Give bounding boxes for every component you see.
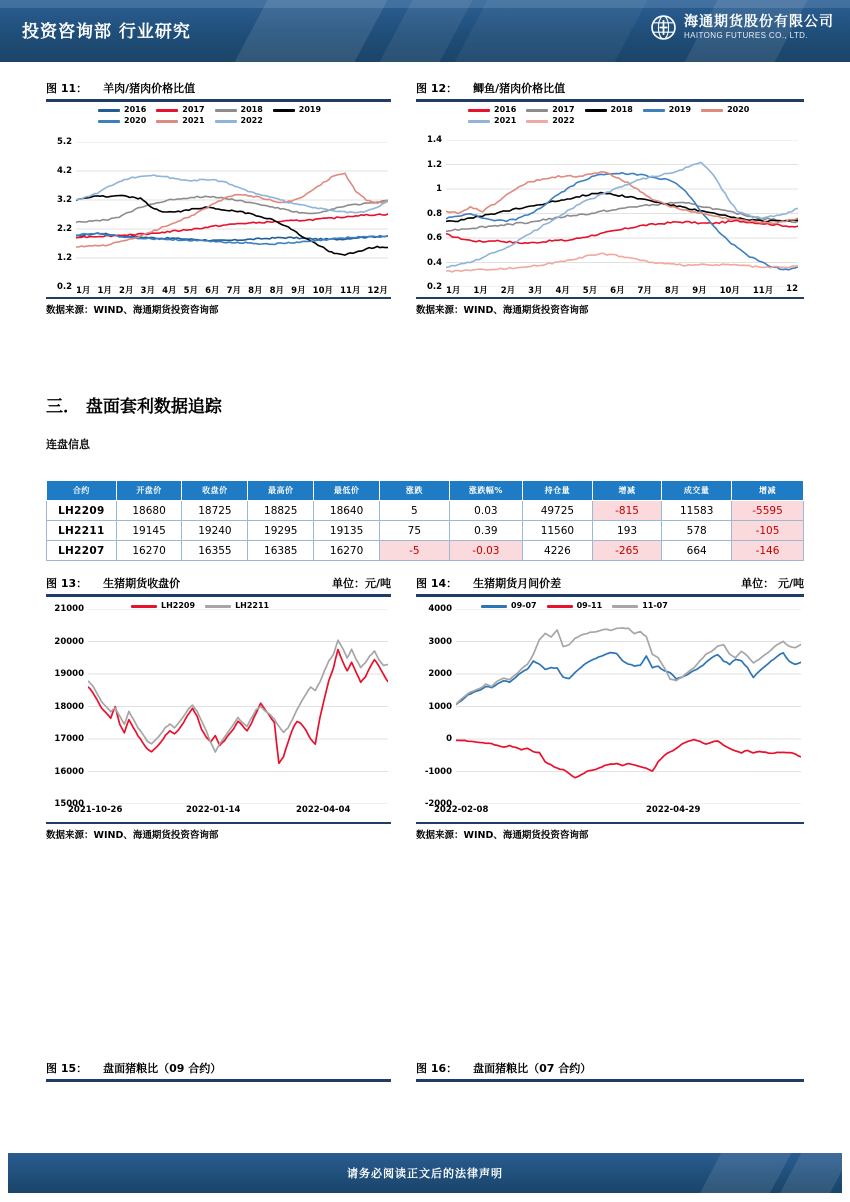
page-header (0, 0, 850, 62)
table-header-row (47, 481, 804, 501)
legend-swatch-icon (585, 109, 607, 112)
table-cell: 11560 (523, 521, 593, 541)
legend-label: LH2209 (161, 601, 196, 610)
legend-item-2017 (156, 106, 204, 114)
y-axis-tick: 17000 (54, 734, 84, 744)
legend-item-2022 (526, 117, 574, 125)
legend-label: 2019 (298, 105, 322, 114)
y-axis-tick: 0.6 (426, 233, 442, 243)
x-axis-tick: 1月 (473, 286, 488, 296)
chart-svg (446, 140, 798, 287)
table-cell: -5595 (732, 501, 804, 521)
chart-svg (76, 142, 388, 287)
figure-14-caption (416, 575, 804, 594)
contract-table-wrapper (46, 480, 804, 561)
figure-11-number: 图 11： (46, 82, 88, 95)
legend-item-2020 (98, 117, 146, 125)
series-line-2018 (446, 193, 798, 222)
legend-swatch-icon (205, 605, 231, 608)
legend-swatch-icon (643, 109, 665, 112)
figure-14-chart (416, 597, 804, 822)
table-cell: 18825 (248, 501, 314, 521)
figure-14-source: 数据来源：WIND、海通期货投资咨询部 (416, 830, 589, 841)
figure-13-number: 图 13： (46, 577, 88, 590)
legend-swatch-icon (215, 109, 237, 112)
table-cell: 19135 (314, 521, 380, 541)
figure-14-plot-area (456, 609, 801, 804)
legend-item-2018 (215, 106, 263, 114)
figure-13-caption (46, 575, 391, 594)
y-axis-tick: 0.2 (56, 282, 72, 292)
figure-11-chart (46, 102, 391, 297)
figure-15-caption (46, 1060, 391, 1079)
table-cell: 5 (380, 501, 450, 521)
table-cell: LH2207 (47, 541, 117, 561)
table-cell: -5 (380, 541, 450, 561)
y-axis-tick: 1000 (428, 701, 452, 712)
legend-label: LH2211 (235, 601, 270, 610)
y-axis-tick: 2000 (428, 669, 452, 679)
section-title: 三． 盘面套利数据追踪 (46, 397, 222, 417)
x-axis-tick: 3月 (140, 286, 155, 296)
table-cell: 11583 (662, 501, 732, 521)
legend-swatch-icon (98, 120, 120, 123)
x-axis-tick: 4月 (555, 286, 570, 296)
x-axis-tick: 9月 (291, 286, 306, 296)
y-axis-tick: 20000 (54, 636, 84, 647)
legend-swatch-icon (481, 605, 507, 608)
table-cell: 75 (380, 521, 450, 541)
legend-item-2016 (468, 106, 516, 114)
legend-item-2016 (98, 106, 146, 114)
figure-13-chart (46, 597, 391, 822)
y-axis-tick: 15000 (54, 799, 84, 809)
chart-svg (456, 609, 801, 804)
table-row (47, 541, 804, 561)
figure-14-title: 生猪期货月间价差 (473, 577, 562, 590)
x-axis-tick: 1月 (76, 286, 91, 296)
y-axis-tick: 4000 (428, 604, 452, 614)
table-row (47, 501, 804, 521)
legend-swatch-icon (612, 605, 638, 608)
series-line-11-07 (456, 628, 801, 704)
x-axis-tick: 2021-10-26 (68, 805, 123, 815)
table-cell: -265 (592, 541, 662, 561)
header-title: 投资咨询部 行业研究 (22, 22, 191, 42)
figure-16-number: 图 16： (416, 1062, 458, 1075)
x-axis-tick: 10月 (719, 286, 740, 296)
footer-disclaimer: 请务必阅读正文后的法律声明 (347, 1167, 503, 1180)
table-cell: -146 (732, 541, 804, 561)
y-axis-tick: -2000 (424, 799, 452, 809)
legend-label: 2021 (182, 116, 205, 125)
table-header-10: 增减 (732, 481, 804, 501)
legend-swatch-icon (526, 120, 548, 123)
table-cell: 578 (662, 521, 732, 541)
figure-14 (416, 575, 804, 841)
legend-swatch-icon (468, 120, 490, 123)
table-header-2: 收盘价 (182, 481, 248, 501)
table-cell: 49725 (523, 501, 593, 521)
legend-item-2021 (468, 117, 516, 125)
x-axis-tick: 12月 (367, 286, 388, 296)
table-cell: 0.03 (449, 501, 522, 521)
figure-15-title: 盘面猪粮比（09 合约） (103, 1062, 222, 1075)
x-axis-tick: 2月 (119, 286, 134, 296)
series-line-2016 (446, 220, 798, 243)
figure-11-plot-area (76, 142, 388, 287)
legend-swatch-icon (98, 109, 120, 112)
figure-15-number: 图 15： (46, 1062, 88, 1075)
figure-11-title: 羊肉/猪肉价格比值 (103, 82, 196, 95)
legend-item-2019 (643, 106, 691, 114)
x-axis-tick: 8月 (664, 286, 680, 296)
haitong-globe-icon (650, 14, 677, 41)
legend-label: 11-07 (642, 601, 668, 610)
table-header-6: 涨跌幅% (449, 481, 522, 501)
legend-swatch-icon (468, 109, 490, 112)
x-axis-tick: 6月 (610, 286, 625, 296)
x-axis-tick: 3月 (528, 286, 543, 296)
table-header-5: 涨跌 (380, 481, 450, 501)
table-cell: LH2209 (47, 501, 117, 521)
x-axis-tick: 1月 (97, 286, 112, 296)
x-axis-tick: 5月 (183, 286, 198, 296)
table-cell: 16385 (248, 541, 314, 561)
legend-label: 2022 (552, 116, 575, 125)
table-cell: 18640 (314, 501, 380, 521)
legend-label: 09-07 (511, 601, 537, 610)
legend-label: 2017 (182, 105, 205, 114)
y-axis-tick: 4.2 (56, 166, 72, 176)
x-axis-tick: 11月 (752, 286, 774, 296)
x-axis-tick: 4月 (162, 286, 177, 296)
figure-16 (416, 1060, 804, 1082)
figure-14-number: 图 14： (416, 577, 458, 590)
figure-13-y-axis (46, 604, 84, 809)
x-axis-tick: 2022-02-08 (434, 805, 489, 815)
x-axis-tick: 10月 (312, 286, 334, 296)
figure-16-title: 盘面猪粮比（07 合约） (473, 1062, 592, 1075)
y-axis-tick: 1 (436, 184, 442, 194)
table-cell: 16355 (182, 541, 248, 561)
figure-12-caption (416, 80, 804, 99)
table-header-7: 持仓量 (523, 481, 593, 501)
x-axis-tick: 9月 (692, 286, 707, 296)
figure-12-plot-area (446, 140, 798, 287)
figure-11-caption (46, 80, 391, 99)
x-axis-tick: 2022-01-14 (186, 805, 241, 815)
legend-swatch-icon (273, 109, 295, 112)
figure-15 (46, 1060, 391, 1082)
legend-swatch-icon (701, 109, 723, 112)
series-line-2017 (446, 202, 798, 231)
figure-15-rule (46, 1079, 391, 1082)
legend-swatch-icon (131, 605, 157, 608)
figure-13-source: 数据来源：WIND、海通期货投资咨询部 (46, 830, 219, 841)
series-line-2017 (76, 214, 388, 238)
x-axis-tick: 7月 (226, 286, 242, 296)
legend-label: 2016 (494, 105, 517, 114)
legend-item-2019 (273, 106, 321, 114)
figure-11-source: 数据来源：WIND、海通期货投资咨询部 (46, 305, 219, 316)
legend-item-2022 (215, 117, 263, 125)
figure-12-legend (468, 106, 788, 128)
table-cell: 19295 (248, 521, 314, 541)
table-header-3: 最高价 (248, 481, 314, 501)
legend-swatch-icon (215, 120, 237, 123)
x-axis-tick: 11月 (340, 286, 361, 296)
legend-swatch-icon (526, 109, 548, 112)
table-header-0: 合约 (47, 481, 117, 501)
table-header-9: 成交量 (662, 481, 732, 501)
table-cell: LH2211 (47, 521, 117, 541)
y-axis-tick: 2.2 (56, 224, 72, 234)
figure-11 (46, 80, 391, 316)
legend-label: 2020 (124, 116, 147, 125)
legend-item-2017 (526, 106, 574, 114)
table-cell: 18680 (116, 501, 182, 521)
y-axis-tick: 19000 (54, 669, 84, 679)
series-line-LH2211 (88, 640, 388, 752)
table-header-4: 最低价 (314, 481, 380, 501)
x-axis-tick: 12 (786, 284, 798, 294)
legend-label: 2020 (727, 105, 750, 114)
x-axis-tick: 1月 (446, 286, 461, 296)
figure-13 (46, 575, 391, 841)
x-axis-tick: 5月 (582, 286, 598, 296)
table-cell: -815 (592, 501, 662, 521)
y-axis-tick: 3.2 (56, 195, 72, 205)
figure-12-chart (416, 102, 804, 297)
figure-12-number: 图 12： (416, 82, 458, 95)
legend-label: 2016 (124, 105, 147, 114)
table-row (47, 521, 804, 541)
table-cell: 16270 (116, 541, 182, 561)
y-axis-tick: 3000 (428, 636, 452, 647)
y-axis-tick: 21000 (54, 604, 84, 614)
table-cell: -105 (732, 521, 804, 541)
figure-16-rule (416, 1079, 804, 1082)
figure-11-y-axis (46, 137, 72, 292)
legend-label: 2017 (552, 105, 575, 114)
table-header-8: 增减 (592, 481, 662, 501)
figure-12-title: 鲫鱼/猪肉价格比值 (473, 82, 566, 95)
table-cell: 18725 (182, 501, 248, 521)
table-cell: 0.39 (449, 521, 522, 541)
y-axis-tick: 5.2 (56, 137, 72, 147)
y-axis-tick: 0.4 (426, 257, 442, 268)
header-decor-shape (446, 0, 654, 62)
figure-16-caption (416, 1060, 804, 1079)
page-footer (0, 1145, 850, 1202)
legend-label: 2018 (610, 105, 633, 114)
table-cell: 4226 (523, 541, 593, 561)
legend-label: 2018 (240, 105, 263, 114)
table-cell: 193 (592, 521, 662, 541)
figure-12-source: 数据来源：WIND、海通期货投资咨询部 (416, 305, 589, 316)
table-header-1: 开盘价 (116, 481, 182, 501)
table-cell: 16270 (314, 541, 380, 561)
legend-item-2018 (585, 106, 633, 114)
contract-table (46, 480, 804, 561)
legend-swatch-icon (156, 109, 178, 112)
series-line-2019 (76, 195, 388, 255)
x-axis-tick: 2月 (500, 286, 516, 296)
x-axis-tick: 8月 (269, 286, 285, 296)
x-axis-tick: 8月 (248, 286, 263, 296)
table-body (47, 501, 804, 561)
y-axis-tick: 0 (446, 734, 452, 744)
logo-company-cn: 海通期货股份有限公司 (684, 13, 834, 30)
x-axis-tick: 2022-04-29 (646, 805, 701, 815)
figure-14-y-axis (416, 604, 452, 809)
section-subtitle: 连盘信息 (46, 438, 90, 451)
figure-13-title: 生猪期货收盘价 (103, 577, 181, 590)
x-axis-tick: 6月 (205, 286, 220, 296)
chart-svg (88, 609, 388, 804)
y-axis-tick: 16000 (54, 766, 84, 777)
y-axis-tick: 0.8 (426, 208, 442, 219)
figure-12 (416, 80, 804, 316)
legend-label: 2021 (494, 116, 517, 125)
y-axis-tick: 1.2 (56, 253, 72, 263)
series-line-2020 (76, 233, 388, 245)
y-axis-tick: 18000 (54, 701, 84, 712)
y-axis-tick: -1000 (424, 766, 452, 777)
figure-11-x-axis (76, 284, 388, 296)
table-cell: -0.03 (449, 541, 522, 561)
x-axis-tick: 7月 (637, 286, 652, 296)
series-line-09-11 (456, 740, 801, 778)
table-cell: 19240 (182, 521, 248, 541)
y-axis-tick: 1.2 (426, 159, 442, 170)
legend-item-2020 (701, 106, 749, 114)
legend-item-2021 (156, 117, 204, 125)
figure-12-y-axis (416, 135, 442, 292)
legend-label: 2022 (240, 116, 263, 125)
header-decor-shape (226, 0, 394, 62)
y-axis-tick: 0.2 (426, 282, 442, 292)
figure-13-plot-area (88, 609, 388, 804)
table-cell: 664 (662, 541, 732, 561)
legend-swatch-icon (547, 605, 573, 608)
footer-bar (8, 1153, 842, 1193)
figure-13-unit: 单位：元/吨 (331, 577, 391, 590)
logo-company-en: HAITONG FUTURES CO., LTD. (684, 30, 808, 40)
figure-11-legend (98, 106, 388, 128)
legend-swatch-icon (156, 120, 178, 123)
x-axis-tick: 2022-04-04 (296, 805, 351, 815)
y-axis-tick: 1.4 (426, 135, 442, 145)
figure-14-unit: 单位： 元/吨 (741, 577, 804, 590)
legend-label: 2019 (668, 105, 692, 114)
legend-label: 09-11 (576, 601, 603, 610)
table-cell: 19145 (116, 521, 182, 541)
figure-12-x-axis (446, 284, 798, 296)
company-logo (650, 14, 834, 41)
